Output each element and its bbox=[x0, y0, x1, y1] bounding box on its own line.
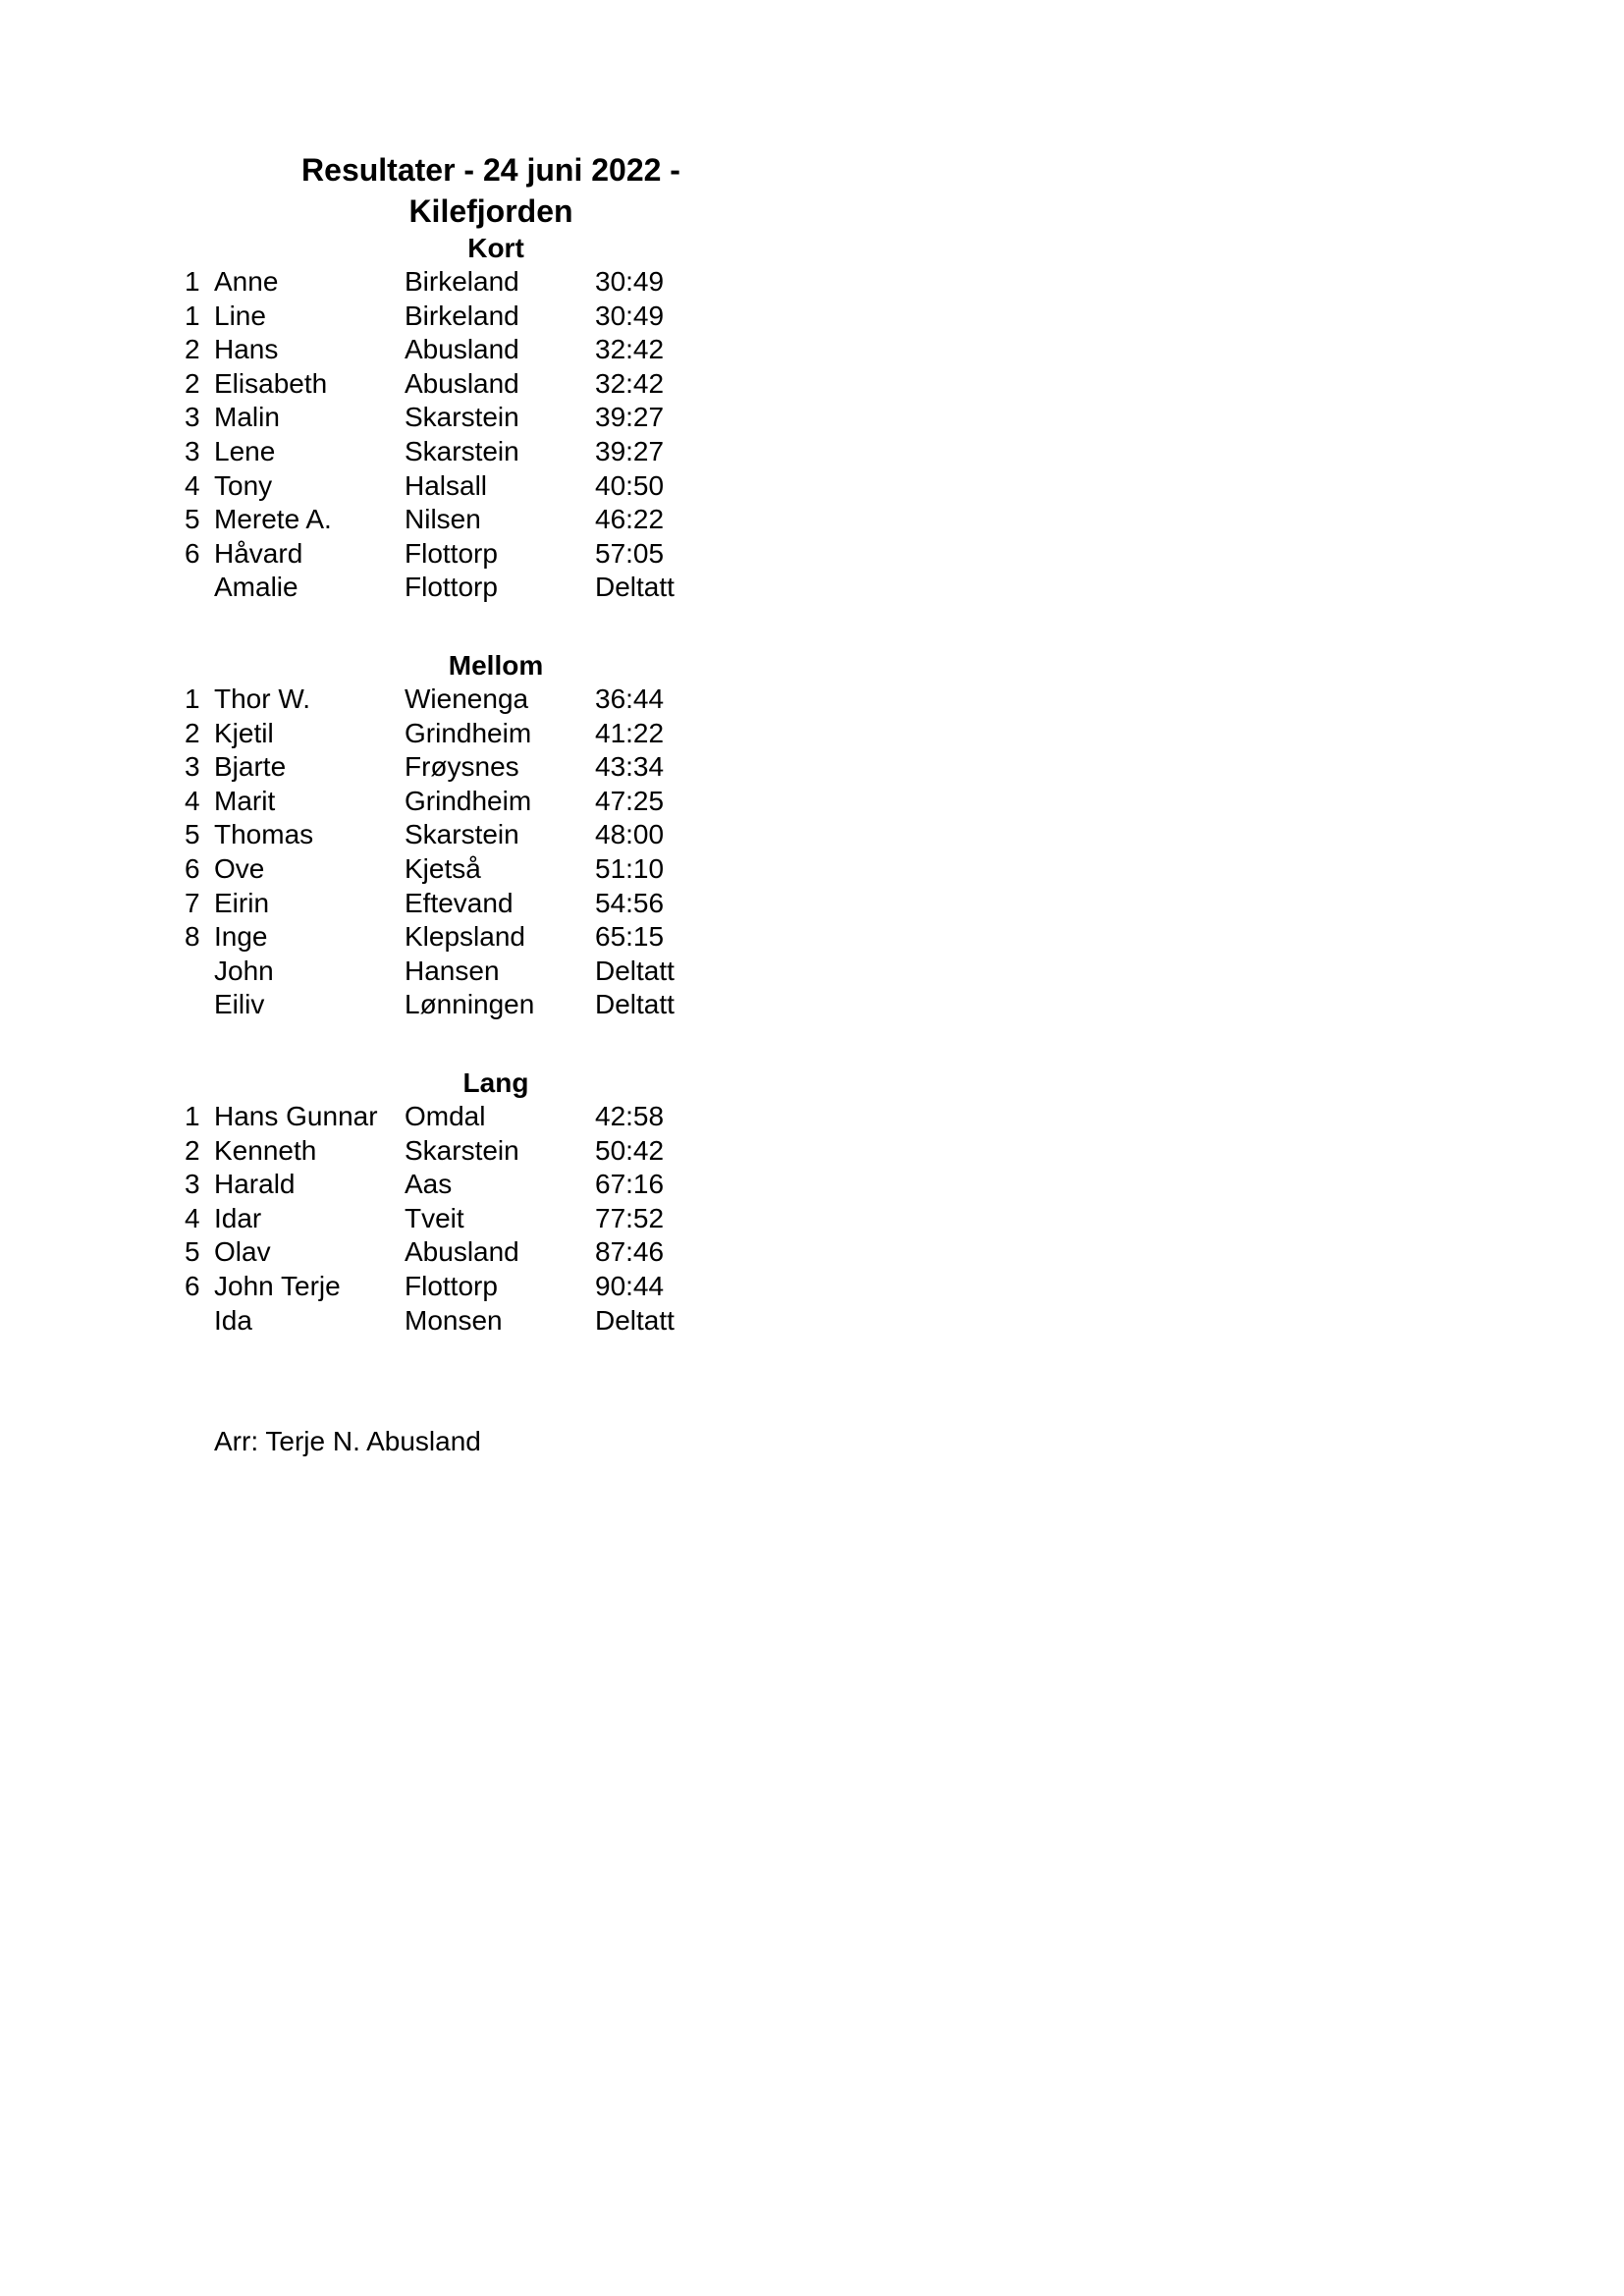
result-row bbox=[177, 469, 884, 504]
last-name: Skarstein bbox=[405, 1134, 519, 1166]
finish-time: 77:52 bbox=[595, 1202, 665, 1233]
first-name: Merete A. bbox=[214, 504, 332, 535]
first-name: Malin bbox=[214, 402, 280, 433]
result-row bbox=[177, 785, 884, 819]
organizer-note: Arr: Terje N. Abusland bbox=[214, 1426, 481, 1456]
place-number: 2 bbox=[185, 334, 200, 365]
place-number: 5 bbox=[185, 1236, 200, 1268]
place-number: 6 bbox=[185, 852, 200, 884]
finish-time: Deltatt bbox=[595, 955, 675, 986]
last-name: Birkeland bbox=[405, 300, 519, 331]
result-row bbox=[177, 1168, 884, 1202]
finish-time: 90:44 bbox=[595, 1270, 665, 1301]
last-name: Grindheim bbox=[405, 717, 532, 748]
first-name: Harald bbox=[214, 1169, 296, 1200]
place-number: 1 bbox=[185, 683, 200, 714]
section-heading: Mellom bbox=[448, 650, 544, 681]
first-name: Kjetil bbox=[214, 717, 274, 748]
result-row bbox=[177, 265, 884, 300]
first-name: Eirin bbox=[214, 887, 270, 918]
first-name: Tony bbox=[214, 469, 273, 501]
section-heading: Kort bbox=[467, 233, 524, 263]
document-title: Resultater - 24 juni 2022 - bbox=[301, 152, 680, 188]
last-name: Flottorp bbox=[405, 1270, 498, 1301]
finish-time: 39:27 bbox=[595, 402, 665, 433]
result-row bbox=[177, 1270, 884, 1304]
finish-time: 30:49 bbox=[595, 300, 665, 331]
finish-time: 32:42 bbox=[595, 334, 665, 365]
result-row bbox=[177, 920, 884, 955]
place-number: 8 bbox=[185, 921, 200, 953]
place-number: 5 bbox=[185, 504, 200, 535]
finish-time: 36:44 bbox=[595, 683, 665, 714]
result-row bbox=[177, 887, 884, 921]
place-number: 2 bbox=[185, 367, 200, 399]
last-name: Abusland bbox=[405, 367, 519, 399]
place-number: 1 bbox=[185, 1101, 200, 1131]
last-name: Aas bbox=[405, 1169, 453, 1200]
last-name: Skarstein bbox=[405, 402, 519, 433]
first-name: Thor W. bbox=[214, 683, 311, 714]
result-row bbox=[177, 955, 884, 989]
last-name: Flottorp bbox=[405, 572, 498, 603]
first-name: Thomas bbox=[214, 819, 314, 850]
last-name: Lønningen bbox=[405, 989, 535, 1020]
results-list bbox=[177, 265, 884, 605]
last-name: Nilsen bbox=[405, 504, 481, 535]
first-name: Line bbox=[214, 300, 266, 331]
last-name: Birkeland bbox=[405, 266, 519, 297]
first-name: Olav bbox=[214, 1236, 271, 1268]
finish-time: Deltatt bbox=[595, 572, 675, 603]
first-name: Ove bbox=[214, 852, 265, 884]
finish-time: 32:42 bbox=[595, 367, 665, 399]
result-row bbox=[177, 1134, 884, 1169]
finish-time: 42:58 bbox=[595, 1101, 665, 1131]
last-name: Skarstein bbox=[405, 435, 519, 466]
result-row bbox=[177, 683, 884, 717]
last-name: Wienenga bbox=[405, 683, 529, 714]
last-name: Frøysnes bbox=[405, 751, 519, 783]
place-number: 1 bbox=[185, 266, 200, 297]
first-name: Hans Gunnar bbox=[214, 1101, 378, 1131]
last-name: Hansen bbox=[405, 955, 500, 986]
last-name: Skarstein bbox=[405, 819, 519, 850]
result-row bbox=[177, 1202, 884, 1236]
finish-time: 30:49 bbox=[595, 266, 665, 297]
finish-time: Deltatt bbox=[595, 1304, 675, 1336]
result-row bbox=[177, 571, 884, 605]
finish-time: 39:27 bbox=[595, 435, 665, 466]
result-row bbox=[177, 818, 884, 852]
place-number: 6 bbox=[185, 1270, 200, 1301]
first-name: Idar bbox=[214, 1202, 262, 1233]
last-name: Monsen bbox=[405, 1304, 503, 1336]
finish-time: 54:56 bbox=[595, 887, 665, 918]
place-number: 2 bbox=[185, 717, 200, 748]
first-name: John bbox=[214, 955, 274, 986]
first-name: Inge bbox=[214, 921, 268, 953]
last-name: Flottorp bbox=[405, 537, 498, 569]
place-number: 2 bbox=[185, 1134, 200, 1166]
result-row bbox=[177, 537, 884, 572]
first-name: Hans bbox=[214, 334, 279, 365]
first-name: Ida bbox=[214, 1304, 252, 1336]
place-number: 7 bbox=[185, 887, 200, 918]
result-row bbox=[177, 367, 884, 402]
result-row bbox=[177, 1100, 884, 1134]
result-row bbox=[177, 750, 884, 785]
finish-time: 51:10 bbox=[595, 852, 665, 884]
result-row bbox=[177, 988, 884, 1022]
first-name: Bjarte bbox=[214, 751, 287, 783]
result-row bbox=[177, 1304, 884, 1339]
result-row bbox=[177, 503, 884, 537]
result-row bbox=[177, 435, 884, 469]
document-subtitle: Kilefjorden bbox=[408, 193, 573, 229]
place-number: 3 bbox=[185, 435, 200, 466]
first-name: Amalie bbox=[214, 572, 298, 603]
first-name: Eiliv bbox=[214, 989, 265, 1020]
first-name: Kenneth bbox=[214, 1134, 317, 1166]
last-name: Halsall bbox=[405, 469, 488, 501]
finish-time: 87:46 bbox=[595, 1236, 665, 1268]
section-heading: Lang bbox=[462, 1067, 529, 1098]
last-name: Grindheim bbox=[405, 785, 532, 816]
result-row bbox=[177, 717, 884, 751]
result-row bbox=[177, 1235, 884, 1270]
place-number: 6 bbox=[185, 537, 200, 569]
place-number: 3 bbox=[185, 751, 200, 783]
finish-time: 50:42 bbox=[595, 1134, 665, 1166]
last-name: Eftevand bbox=[405, 887, 514, 918]
finish-time: 48:00 bbox=[595, 819, 665, 850]
finish-time: 41:22 bbox=[595, 717, 665, 748]
place-number: 5 bbox=[185, 819, 200, 850]
finish-time: 65:15 bbox=[595, 921, 665, 953]
last-name: Kjetså bbox=[405, 852, 481, 884]
result-row bbox=[177, 852, 884, 887]
first-name: Håvard bbox=[214, 537, 303, 569]
results-list bbox=[177, 1100, 884, 1338]
last-name: Tveit bbox=[405, 1202, 464, 1233]
result-row bbox=[177, 401, 884, 435]
result-row bbox=[177, 300, 884, 334]
results-list bbox=[177, 683, 884, 1022]
last-name: Abusland bbox=[405, 334, 519, 365]
finish-time: 67:16 bbox=[595, 1169, 665, 1200]
place-number: 4 bbox=[185, 1202, 200, 1233]
first-name: Lene bbox=[214, 435, 276, 466]
first-name: John Terje bbox=[214, 1270, 341, 1301]
result-row bbox=[177, 333, 884, 367]
place-number: 4 bbox=[185, 785, 200, 816]
finish-time: 40:50 bbox=[595, 469, 665, 501]
last-name: Klepsland bbox=[405, 921, 525, 953]
finish-time: 46:22 bbox=[595, 504, 665, 535]
first-name: Elisabeth bbox=[214, 367, 328, 399]
last-name: Abusland bbox=[405, 1236, 519, 1268]
place-number: 3 bbox=[185, 402, 200, 433]
place-number: 1 bbox=[185, 300, 200, 331]
first-name: Marit bbox=[214, 785, 276, 816]
finish-time: Deltatt bbox=[595, 989, 675, 1020]
finish-time: 47:25 bbox=[595, 785, 665, 816]
place-number: 4 bbox=[185, 469, 200, 501]
finish-time: 43:34 bbox=[595, 751, 665, 783]
finish-time: 57:05 bbox=[595, 537, 665, 569]
first-name: Anne bbox=[214, 266, 279, 297]
last-name: Omdal bbox=[405, 1101, 486, 1131]
place-number: 3 bbox=[185, 1169, 200, 1200]
